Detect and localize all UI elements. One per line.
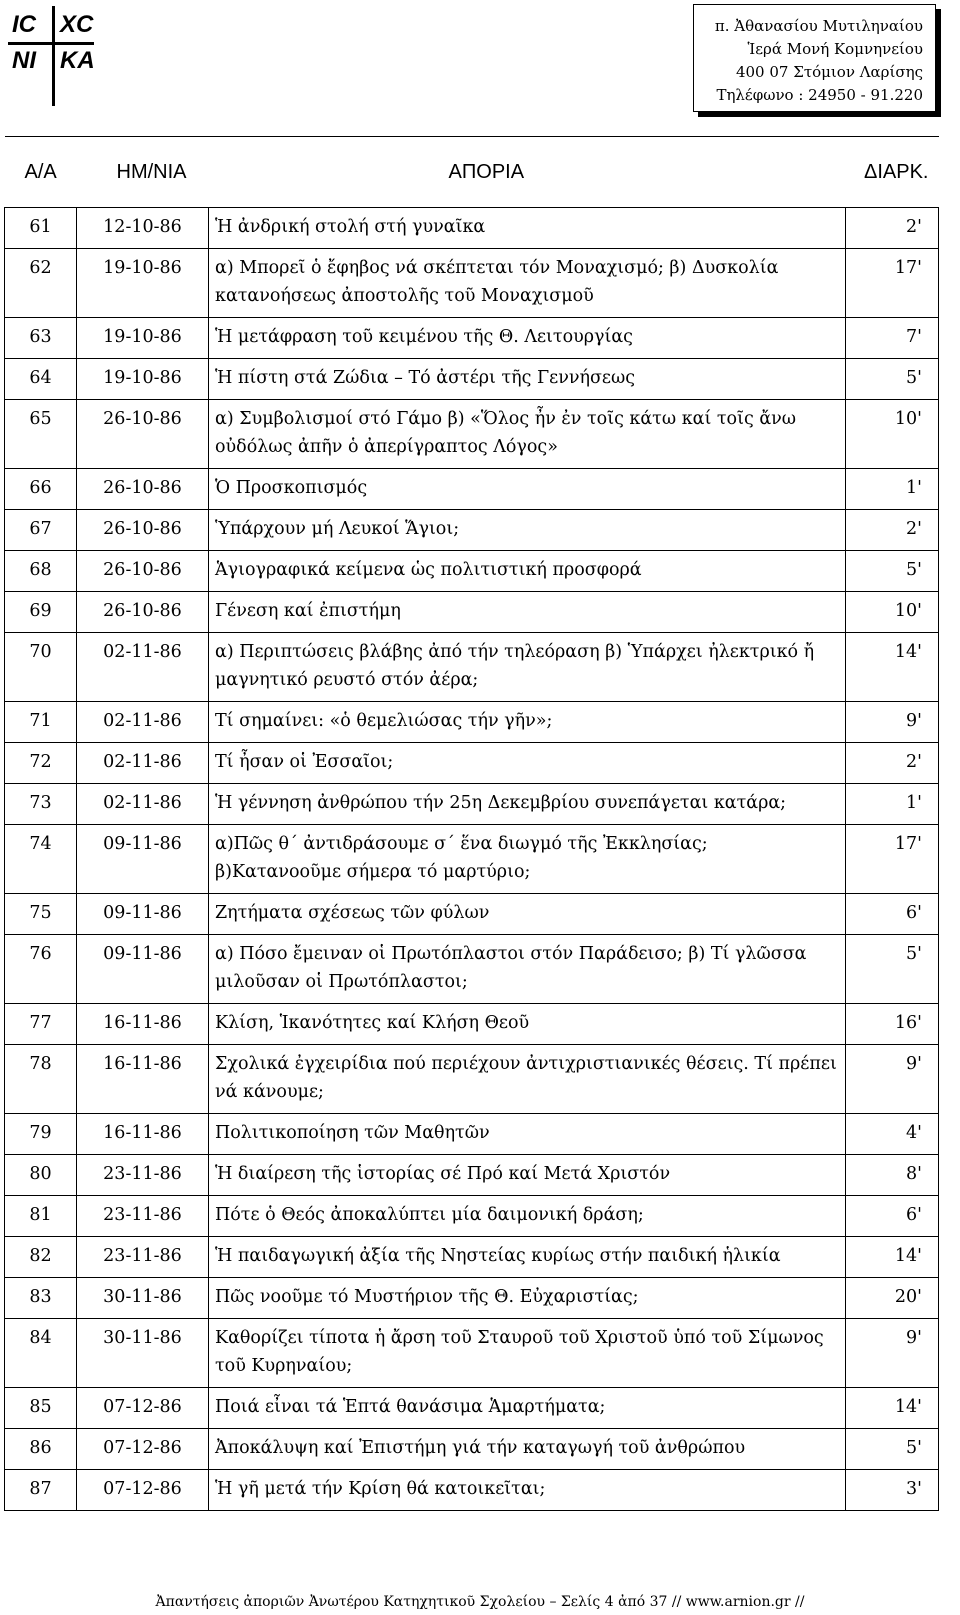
row-number: 77 <box>5 1004 77 1045</box>
table-row <box>5 592 939 633</box>
table-row <box>5 702 939 743</box>
row-date: 30-11-86 <box>77 1319 209 1388</box>
table-body <box>5 208 939 1511</box>
row-number: 83 <box>5 1278 77 1319</box>
row-duration: 8' <box>846 1155 939 1196</box>
row-date: 07-12-86 <box>77 1388 209 1429</box>
row-number: 68 <box>5 551 77 592</box>
row-question: Τί σημαίνει: «ὁ θεμελιώσας τήν γῆν»; <box>209 702 846 743</box>
row-duration: 14' <box>846 1388 939 1429</box>
row-number: 87 <box>5 1470 77 1511</box>
header-duration: ΔΙΑΡΚ. <box>846 137 939 208</box>
table-row <box>5 633 939 702</box>
row-date: 19-10-86 <box>77 318 209 359</box>
row-question: Ἡ γῆ μετά τήν Κρίση θά κατοικεῖται; <box>209 1470 846 1511</box>
table-row <box>5 1155 939 1196</box>
row-number: 69 <box>5 592 77 633</box>
row-date: 09-11-86 <box>77 825 209 894</box>
row-question: Ἡ μετάφραση τοῦ κειμένου τῆς Θ. Λειτουργίας <box>209 318 846 359</box>
row-number: 71 <box>5 702 77 743</box>
row-number: 84 <box>5 1319 77 1388</box>
row-duration: 5' <box>846 359 939 400</box>
table-row <box>5 551 939 592</box>
row-duration: 9' <box>846 1045 939 1114</box>
row-number: 82 <box>5 1237 77 1278</box>
table-row <box>5 1470 939 1511</box>
table-row <box>5 318 939 359</box>
row-date: 12-10-86 <box>77 208 209 249</box>
address-line-monastery: Ἱερά Μονή Κομνηνείου <box>747 40 923 58</box>
header-question: ΑΠΟΡΙΑ <box>209 137 846 208</box>
row-number: 81 <box>5 1196 77 1237</box>
row-duration: 17' <box>846 249 939 318</box>
row-duration: 5' <box>846 935 939 1004</box>
row-date: 30-11-86 <box>77 1278 209 1319</box>
row-question: Πῶς νοοῦμε τό Μυστήριον τῆς Θ. Εὐχαριστίας; <box>209 1278 846 1319</box>
table-row <box>5 1319 939 1388</box>
row-question: Κλίση, Ἱκανότητες καί Κλήση Θεοῦ <box>209 1004 846 1045</box>
row-question: Ἡ ἀνδρική στολή στή γυναῖκα <box>209 208 846 249</box>
table-row <box>5 359 939 400</box>
row-duration: 9' <box>846 1319 939 1388</box>
row-question: α) Μπορεῖ ὁ ἔφηβος νά σκέπτεται τόν Μοναχισμό; β) Δυσκολία κατανοήσεως ἀποστολῆς τοῦ Μοναχισμοῦ <box>209 249 846 318</box>
row-question: Ἡ διαίρεση τῆς ἱστορίας σέ Πρό καί Μετά Χριστόν <box>209 1155 846 1196</box>
row-date: 09-11-86 <box>77 935 209 1004</box>
row-number: 80 <box>5 1155 77 1196</box>
row-number: 63 <box>5 318 77 359</box>
row-duration: 14' <box>846 1237 939 1278</box>
table-row <box>5 1045 939 1114</box>
table-row <box>5 1278 939 1319</box>
row-question: Καθορίζει τίποτα ἡ ἄρση τοῦ Σταυροῦ τοῦ Χριστοῦ ὑπό τοῦ Σίμωνος τοῦ Κυρηναίου; <box>209 1319 846 1388</box>
row-number: 64 <box>5 359 77 400</box>
row-date: 19-10-86 <box>77 359 209 400</box>
row-question: Ποιά εἶναι τά Ἑπτά θανάσιμα Ἁμαρτήματα; <box>209 1388 846 1429</box>
row-duration: 5' <box>846 551 939 592</box>
row-date: 26-10-86 <box>77 400 209 469</box>
row-question: Ἡ γέννηση ἀνθρώπου τήν 25η Δεκεμβρίου συνεπάγεται κατάρα; <box>209 784 846 825</box>
address-line-postal: 400 07 Στόμιον Λαρίσης <box>735 63 923 81</box>
row-date: 16-11-86 <box>77 1114 209 1155</box>
row-number: 85 <box>5 1388 77 1429</box>
row-number: 67 <box>5 510 77 551</box>
table-row <box>5 469 939 510</box>
row-date: 16-11-86 <box>77 1004 209 1045</box>
row-question: Ὁ Προσκοπισμός <box>209 469 846 510</box>
row-number: 66 <box>5 469 77 510</box>
row-number: 62 <box>5 249 77 318</box>
row-date: 02-11-86 <box>77 702 209 743</box>
logo-text-ic: IC <box>12 11 36 38</box>
logo-cross-horizontal <box>8 42 94 45</box>
row-question: Τί ἦσαν οἱ Ἐσσαῖοι; <box>209 743 846 784</box>
row-question: Πολιτικοποίηση τῶν Μαθητῶν <box>209 1114 846 1155</box>
row-date: 19-10-86 <box>77 249 209 318</box>
row-duration: 5' <box>846 1429 939 1470</box>
logo-text-ka: KA <box>60 47 95 74</box>
row-duration: 16' <box>846 1004 939 1045</box>
table-row <box>5 935 939 1004</box>
row-question: α)Πῶς θ΄ ἀντιδράσουμε σ΄ ἕνα διωγμό τῆς Ἐκκλησίας; β)Κατανοοῦμε σήμερα τό μαρτύριο; <box>209 825 846 894</box>
row-question: α) Συμβολισμοί στό Γάμο β) «Ὅλος ἦν ἐν τοῖς κάτω καί τοῖς ἄνω οὐδόλως ἀπῆν ὁ ἀπερίγραπτος Λόγος» <box>209 400 846 469</box>
row-duration: 7' <box>846 318 939 359</box>
row-date: 02-11-86 <box>77 633 209 702</box>
row-number: 78 <box>5 1045 77 1114</box>
table-row <box>5 1196 939 1237</box>
address-line-phone: Τηλέφωνο : 24950 - 91.220 <box>716 86 923 104</box>
row-date: 23-11-86 <box>77 1196 209 1237</box>
logo-text-xc: XC <box>60 11 94 38</box>
row-date: 23-11-86 <box>77 1155 209 1196</box>
row-date: 26-10-86 <box>77 510 209 551</box>
questions-table <box>4 136 939 1511</box>
address-line-name: π. Ἀθανασίου Μυτιληναίου <box>714 17 923 35</box>
logo-cross-vertical <box>52 6 55 106</box>
row-question: Ἀποκάλυψη καί Ἐπιστήμη γιά τήν καταγωγή τοῦ ἀνθρώπου <box>209 1429 846 1470</box>
row-duration: 10' <box>846 592 939 633</box>
row-duration: 17' <box>846 825 939 894</box>
row-number: 65 <box>5 400 77 469</box>
table-row <box>5 249 939 318</box>
row-question: α) Περιπτώσεις βλάβης ἀπό τήν τηλεόραση β) Ὑπάρχει ἠλεκτρικό ἤ μαγνητικό ρευστό στόν ἀέρα; <box>209 633 846 702</box>
table-row <box>5 208 939 249</box>
table-row <box>5 1429 939 1470</box>
row-duration: 10' <box>846 400 939 469</box>
row-date: 09-11-86 <box>77 894 209 935</box>
row-question: α) Πόσο ἔμειναν οἱ Πρωτόπλαστοι στόν Παράδεισο; β) Τί γλῶσσα μιλοῦσαν οἱ Πρωτόπλαστοι; <box>209 935 846 1004</box>
row-duration: 6' <box>846 1196 939 1237</box>
row-date: 26-10-86 <box>77 469 209 510</box>
row-date: 26-10-86 <box>77 551 209 592</box>
header-aa: Α/Α <box>5 137 77 208</box>
row-date: 02-11-86 <box>77 784 209 825</box>
address-box <box>693 4 936 112</box>
row-duration: 20' <box>846 1278 939 1319</box>
row-duration: 2' <box>846 743 939 784</box>
row-number: 72 <box>5 743 77 784</box>
row-number: 79 <box>5 1114 77 1155</box>
row-duration: 2' <box>846 208 939 249</box>
row-number: 86 <box>5 1429 77 1470</box>
table-row <box>5 1237 939 1278</box>
table-row <box>5 400 939 469</box>
row-number: 61 <box>5 208 77 249</box>
table-row <box>5 1004 939 1045</box>
row-duration: 9' <box>846 702 939 743</box>
page-footer: Ἀπαντήσεις ἀποριῶν Ἀνωτέρου Κατηχητικοῦ Σχολείου – Σελίς 4 ἀπό 37 // www.arnion.gr // <box>155 1594 805 1610</box>
table-row <box>5 1114 939 1155</box>
row-number: 74 <box>5 825 77 894</box>
row-duration: 1' <box>846 784 939 825</box>
row-date: 02-11-86 <box>77 743 209 784</box>
row-question: Πότε ὁ Θεός ἀποκαλύπτει μία δαιμονική δράση; <box>209 1196 846 1237</box>
table-row <box>5 894 939 935</box>
table-row <box>5 1388 939 1429</box>
row-duration: 4' <box>846 1114 939 1155</box>
row-question: Ἡ πίστη στά Ζώδια – Τό ἀστέρι τῆς Γεννήσεως <box>209 359 846 400</box>
row-question: Ὑπάρχουν μή Λευκοί Ἅγιοι; <box>209 510 846 551</box>
row-question: Ἁγιογραφικά κείμενα ὡς πολιτιστική προσφορά <box>209 551 846 592</box>
row-question: Σχολικά ἐγχειρίδια πού περιέχουν ἀντιχριστιανικές θέσεις. Τί πρέπει νά κάνουμε; <box>209 1045 846 1114</box>
row-question: Γένεση καί ἐπιστήμη <box>209 592 846 633</box>
logo-text-ni: NI <box>12 47 36 74</box>
row-question: Ζητήματα σχέσεως τῶν φύλων <box>209 894 846 935</box>
row-number: 70 <box>5 633 77 702</box>
row-duration: 2' <box>846 510 939 551</box>
icxc-nika-logo <box>8 6 94 106</box>
row-number: 76 <box>5 935 77 1004</box>
row-question: Ἡ παιδαγωγική ἀξία τῆς Νηστείας κυρίως στήν παιδική ἡλικία <box>209 1237 846 1278</box>
table-row <box>5 510 939 551</box>
row-date: 23-11-86 <box>77 1237 209 1278</box>
row-date: 07-12-86 <box>77 1429 209 1470</box>
row-duration: 14' <box>846 633 939 702</box>
row-duration: 1' <box>846 469 939 510</box>
row-duration: 6' <box>846 894 939 935</box>
row-date: 26-10-86 <box>77 592 209 633</box>
table-header-row <box>5 137 939 208</box>
row-number: 73 <box>5 784 77 825</box>
table-row <box>5 825 939 894</box>
row-number: 75 <box>5 894 77 935</box>
row-date: 07-12-86 <box>77 1470 209 1511</box>
table-row <box>5 743 939 784</box>
row-duration: 3' <box>846 1470 939 1511</box>
row-date: 16-11-86 <box>77 1045 209 1114</box>
header-date: ΗΜ/ΝΙΑ <box>77 137 209 208</box>
table-row <box>5 784 939 825</box>
